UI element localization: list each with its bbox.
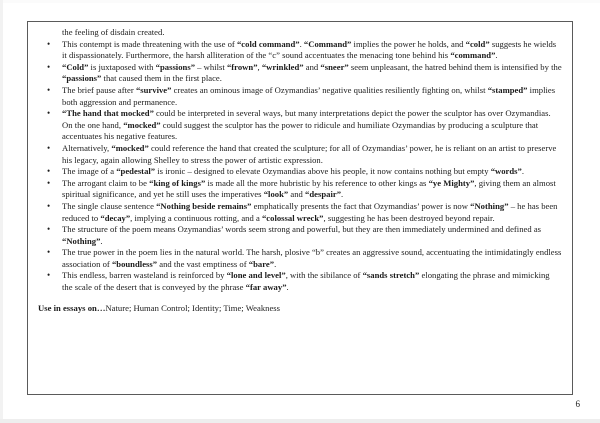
list-item-text: The arrogant claim to be “king of kings” is made all the more hubristic by his reference to other kings as “ye Mighty”, giving them an almost spiritual significance, and yet he still uses the imperatives “look” and “despair”. <box>62 177 556 200</box>
list-item <box>38 224 564 247</box>
bullet-icon: • <box>47 224 51 235</box>
page-number: 6 <box>575 399 580 409</box>
list-item-text: The image of a “pedestal” is ironic – designed to elevate Ozymandias above his people, it now contains nothing but empty “words”. <box>62 166 525 177</box>
list-item <box>38 62 564 85</box>
list-item-text: This endless, barren wasteland is reinforced by “lone and level”, with the sibilance of “sands stretch” elongating the phrase and mimicking the scale of the desert that is conveyed by the phrase “far away”. <box>62 270 550 293</box>
list-item <box>38 166 564 178</box>
use-in-essays-line: Use in essays on…Nature; Human Control; Identity; Time; Weakness <box>38 302 281 313</box>
list-item-text: This contempt is made threatening with the use of “cold command”. “Command” implies the power he holds, and “cold” suggests he wields it dispassionately. Furthermore, the harsh alliteration of the “c” sound accentuates the menacing tone behind his “command”. <box>62 38 557 61</box>
list-item-text: “Cold” is juxtaposed with “passions” – whilst “frown”, “wrinkled” and “sneer” seem unpleasant, the hatred behind them is intensified by the “passions” that caused them in the first place. <box>62 61 562 84</box>
list-item-text: Alternatively, “mocked” could reference the hand that created the sculpture; for all of Ozymandias’ power, he is reliant on an artist to preserve his legacy, again allowing Shelley to stress the power of artistic expression. <box>62 142 557 165</box>
list-item <box>38 108 564 143</box>
list-item-text: The structure of the poem means Ozymandias’ words seem strong and powerful, but they are then immediately undermined and defined as “Nothing”. <box>62 224 542 246</box>
list-item-text: The brief pause after “survive” creates an ominous image of Ozymandias’ negative qualities resiliently fighting on, whilst “stamped” implies both aggression and permanence. <box>62 84 556 107</box>
list-item <box>38 143 564 166</box>
bullet-icon: • <box>47 247 51 258</box>
bullet-icon: • <box>47 142 51 153</box>
list-item <box>38 39 564 62</box>
list-item <box>38 247 564 270</box>
bullet-icon: • <box>47 38 51 49</box>
continuation-line: the feeling of disdain created. <box>62 27 165 37</box>
list-item <box>38 85 564 108</box>
list-item-text: “The hand that mocked” could be interpreted in several ways, but many interpretations depict the power the sculptor has over Ozymandias. On the one hand, “mocked” could suggest the sculptor has the power to ridicule and humiliate Ozymandias by producing a sculpture that accentuates his negative features. <box>62 108 551 142</box>
list-item-text: The single clause sentence “Nothing beside remains” emphatically presents the fact that Ozymandias’ power is now “Nothing” – he has been reduced to “decay”, implying a continuous rotting, and a “colossal wreck”, suggesting he has been destroyed beyond repair. <box>62 200 558 223</box>
bullet-icon: • <box>47 270 51 281</box>
analysis-content-box <box>27 21 573 395</box>
bullet-icon: • <box>47 200 51 211</box>
list-item <box>38 270 564 293</box>
list-item <box>38 201 564 224</box>
list-item-text: The true power in the poem lies in the natural world. The harsh, plosive “b” creates an aggressive sound, accentuating the intimidatingly endless association of “boundless” and the vast emptiness of “bare”. <box>62 247 562 269</box>
bullet-icon: • <box>47 108 51 119</box>
bullet-icon: • <box>47 166 51 177</box>
analysis-bullet-list <box>38 39 564 294</box>
bullet-icon: • <box>47 177 51 188</box>
bullet-icon: • <box>47 61 51 72</box>
list-item <box>38 178 564 201</box>
bullet-icon: • <box>47 84 51 95</box>
